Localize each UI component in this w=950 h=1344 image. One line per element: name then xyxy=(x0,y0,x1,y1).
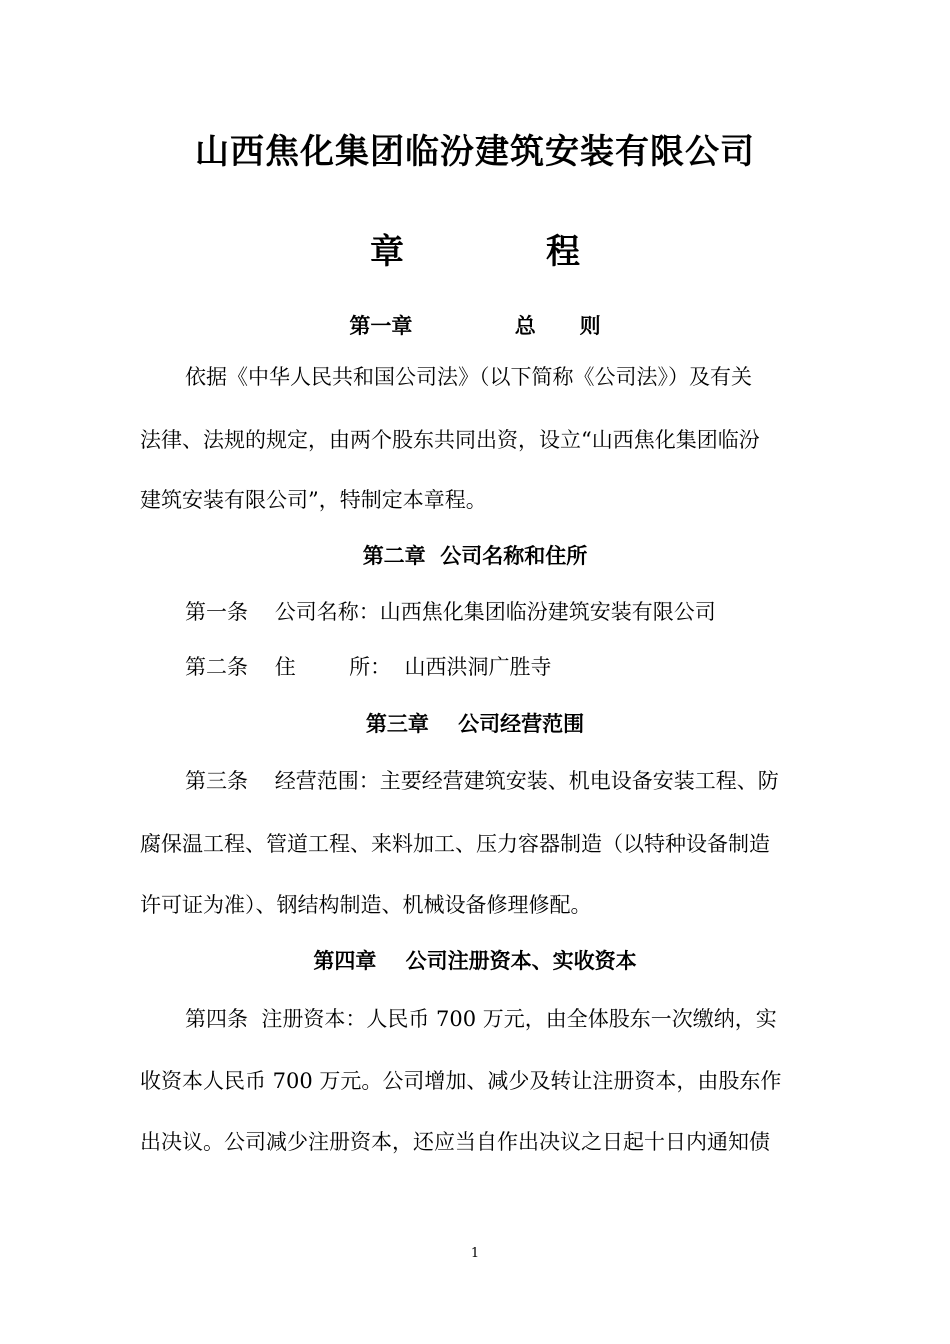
article-3-line: 第三条 经营范围：主要经营建筑安装、机电设备安装工程、防 xyxy=(185,769,779,793)
article-2-line: 第二条 住 所： 山西洪洞广胜寺 xyxy=(185,655,552,679)
article-4-line: 第四条 注册资本：人民币 700 万元，由全体股东一次缴纳，实 xyxy=(185,1007,777,1031)
page-number: 1 xyxy=(470,1246,480,1261)
paragraph-line: 腐保温工程、管道工程、来料加工、压力容器制造（以特种设备制造 xyxy=(140,832,770,856)
chapter-4-heading: 第四章 公司注册资本、实收资本 xyxy=(313,949,637,973)
document-title: 山西焦化集团临汾建筑安装有限公司 xyxy=(195,132,755,172)
paragraph-line: 依据《中华人民共和国公司法》（以下简称《公司法》）及有关 xyxy=(185,365,752,389)
article-1-line: 第一条 公司名称：山西焦化集团临汾建筑安装有限公司 xyxy=(185,600,716,624)
document-subtitle: 章 程 xyxy=(369,232,581,272)
paragraph-line: 收资本人民币 700 万元。公司增加、减少及转让注册资本，由股东作 xyxy=(140,1069,782,1093)
paragraph-line: 建筑安装有限公司”，特制定本章程。 xyxy=(140,488,487,512)
paragraph-line: 出决议。公司减少注册资本，还应当自作出决议之日起十日内通知债 xyxy=(140,1130,770,1154)
paragraph-line: 法律、法规的规定，由两个股东共同出资，设立“山西焦化集团临汾 xyxy=(140,428,760,452)
paragraph-line: 许可证为准）、钢结构制造、机械设备修理修配。 xyxy=(140,893,592,917)
chapter-2-heading: 第二章 公司名称和住所 xyxy=(362,544,588,568)
chapter-1-heading: 第一章 总 则 xyxy=(349,314,601,338)
chapter-3-heading: 第三章 公司经营范围 xyxy=(365,712,585,736)
